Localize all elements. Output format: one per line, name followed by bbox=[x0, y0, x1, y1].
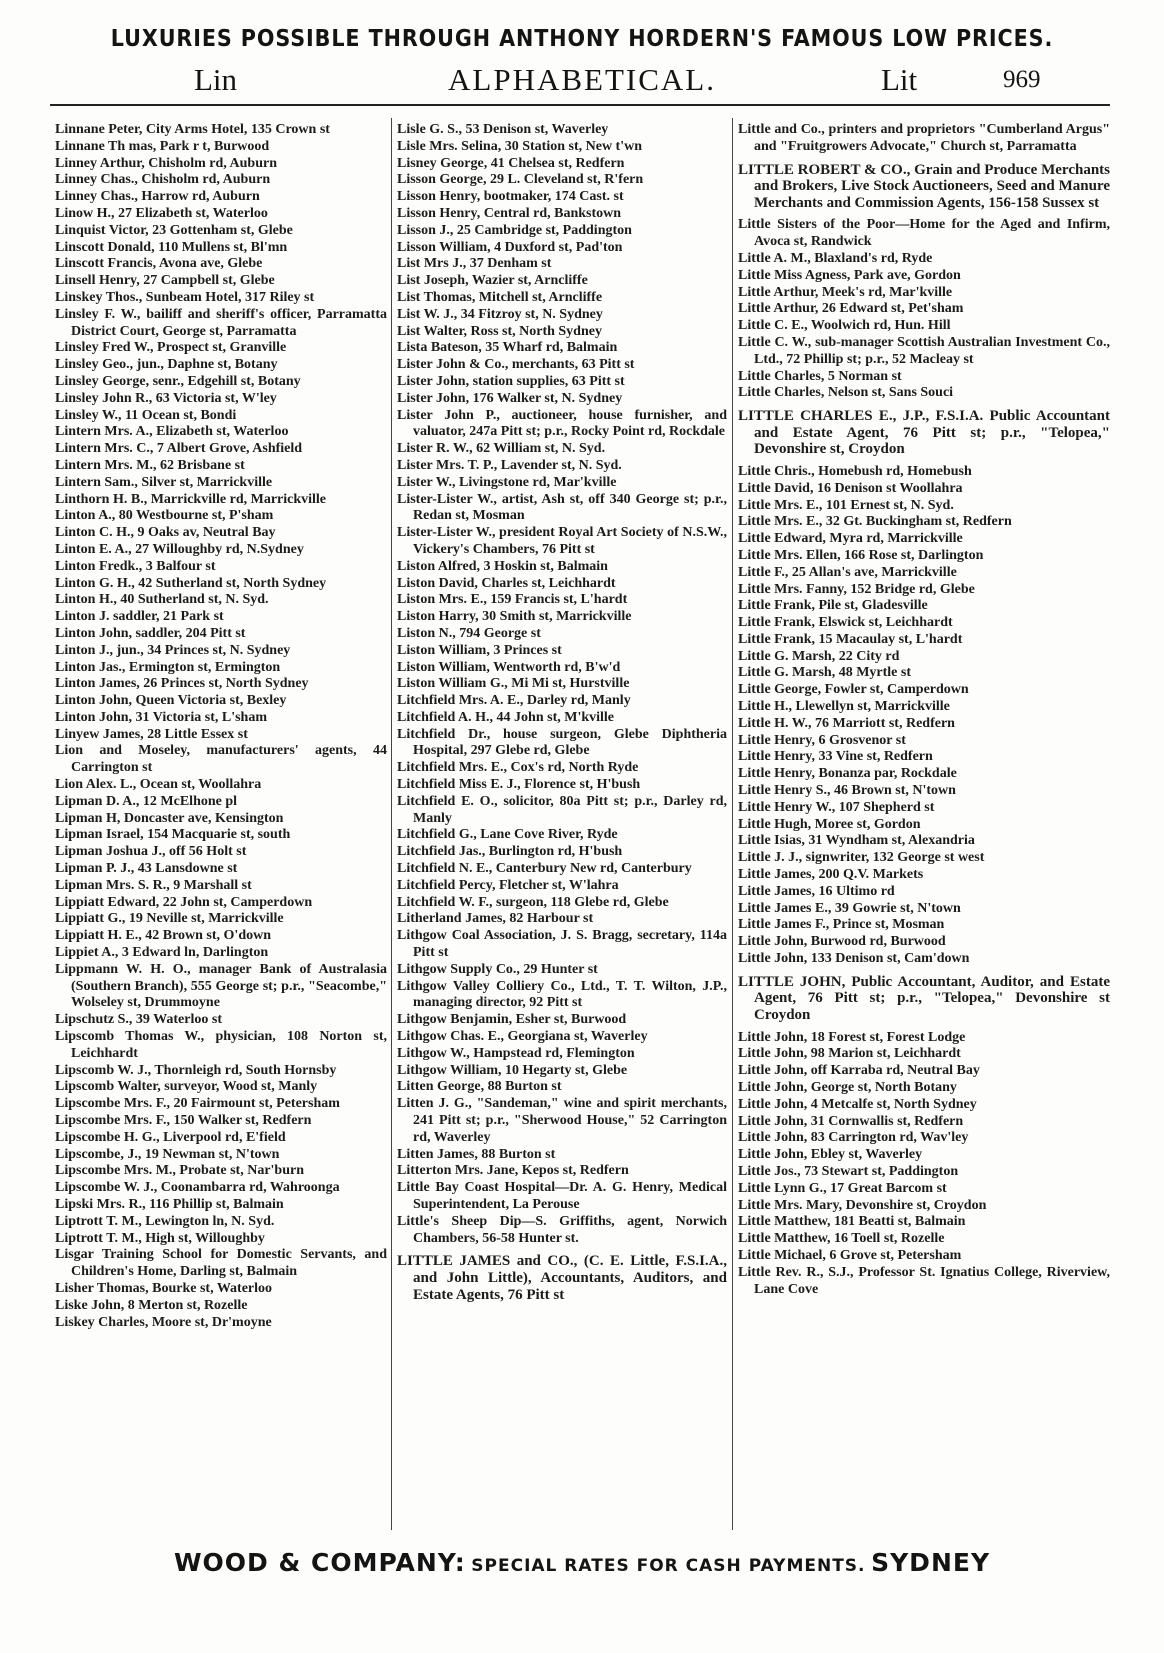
directory-entry: Lintern Mrs. A., Elizabeth st, Waterloo bbox=[55, 424, 289, 440]
directory-entry: Little Charles, 5 Norman st bbox=[738, 368, 902, 384]
directory-entry: Litchfield Mrs. E., Cox's rd, North Ryde bbox=[397, 760, 639, 776]
directory-entry: Linton E. A., 27 Willoughby rd, N.Sydney bbox=[55, 541, 304, 557]
directory-entry: Linton J. saddler, 21 Park st bbox=[55, 609, 224, 625]
directory-entry: Lisle G. S., 53 Denison st, Waverley bbox=[397, 122, 609, 137]
directory-entry: Linsley Fred W., Prospect st, Granville bbox=[55, 340, 287, 356]
directory-entry: Litchfield Mrs. A. E., Darley rd, Manly bbox=[397, 693, 631, 709]
column-divider bbox=[732, 118, 733, 1530]
directory-entry: Little and Co., printers and proprietors "Cumberland Argus" and "Fruitgrowers Advocate," Church st, Parramatta bbox=[738, 122, 1110, 154]
directory-entry: Lion and Moseley, manufacturers' agents, 44 Carrington st bbox=[55, 743, 387, 776]
directory-entry: Liptrott T. M., High st, Willoughby bbox=[55, 1230, 265, 1246]
directory-entry: Little James, 200 Q.V. Markets bbox=[738, 867, 924, 883]
directory-entry: Linton C. H., 9 Oaks av, Neutral Bay bbox=[55, 525, 276, 541]
directory-entry: Liston William G., Mi Mi st, Hurstville bbox=[397, 676, 630, 692]
directory-entry: Little John, Ebley st, Waverley bbox=[738, 1147, 923, 1163]
footer-city: SYDNEY bbox=[871, 1548, 991, 1577]
directory-entry: LITTLE JAMES and CO., (C. E. Little, F.S.I.A., and John Little), Accountants, Auditors, and Estate Agents, 76 Pitt st bbox=[397, 1253, 727, 1303]
directory-entry: Little Mrs. Ellen, 166 Rose st, Darlington bbox=[738, 547, 984, 563]
directory-entry: Liston Harry, 30 Smith st, Marrickville bbox=[397, 609, 632, 625]
directory-entry: Liston Mrs. E., 159 Francis st, L'hardt bbox=[397, 592, 628, 608]
directory-entry: Lion Alex. L., Ocean st, Woollahra bbox=[55, 777, 262, 793]
directory-entry: Lipman Joshua J., off 56 Holt st bbox=[55, 844, 247, 860]
directory-entry: Little Sisters of the Poor—Home for the Aged and Infirm, Avoca st, Randwick bbox=[738, 217, 1110, 250]
directory-entry: Little G. Marsh, 48 Myrtle st bbox=[738, 665, 912, 681]
directory-entry: Linsley F. W., bailiff and sheriff's officer, Parramatta District Court, George st, Parramatta bbox=[55, 306, 387, 339]
directory-entry: Lippiet A., 3 Edward ln, Darlington bbox=[55, 945, 269, 961]
directory-entry: Lithgow W., Hampstead rd, Flemington bbox=[397, 1045, 635, 1061]
directory-entry: Linton J., jun., 34 Princes st, N. Sydney bbox=[55, 642, 291, 658]
directory-entry: Litchfield W. F., surgeon, 118 Glebe rd, Glebe bbox=[397, 894, 669, 910]
directory-entry: Linsley W., 11 Ocean st, Bondi bbox=[55, 407, 237, 423]
directory-entry: Lister-Lister W., president Royal Art Society of N.S.W., Vickery's Chambers, 76 Pitt st bbox=[397, 525, 727, 557]
directory-entry: Little C. W., sub-manager Scottish Australian Investment Co., Ltd., 72 Phillip st; p.r., 52 Macleay st bbox=[738, 334, 1110, 367]
directory-entry: Linyew James, 28 Little Essex st bbox=[55, 726, 248, 742]
directory-entry: Lithgow Chas. E., Georgiana st, Waverley bbox=[397, 1029, 648, 1045]
directory-entry: Liske John, 8 Merton st, Rozelle bbox=[55, 1297, 248, 1313]
directory-entry: Lipman P. J., 43 Lansdowne st bbox=[55, 861, 238, 877]
directory-entry: Little Mrs. Fanny, 152 Bridge rd, Glebe bbox=[738, 581, 975, 597]
directory-entry: Little Miss Agness, Park ave, Gordon bbox=[738, 267, 961, 283]
directory-entry: Lintern Mrs. M., 62 Brisbane st bbox=[55, 457, 245, 473]
directory-entry: Little Henry, 33 Vine st, Redfern bbox=[738, 749, 933, 765]
directory-column-2 bbox=[397, 122, 727, 1309]
directory-entry: List Mrs J., 37 Denham st bbox=[397, 256, 552, 272]
directory-entry: Little Isias, 31 Wyndham st, Alexandria bbox=[738, 833, 975, 849]
directory-entry: Little Mrs. E., 32 Gt. Buckingham st, Redfern bbox=[738, 514, 1012, 530]
directory-entry: Little Henry, 6 Grosvenor st bbox=[738, 732, 906, 748]
directory-entry: Little Henry S., 46 Brown st, N'town bbox=[738, 783, 956, 799]
directory-entry: Lipscombe Mrs. F., 20 Fairmount st, Petersham bbox=[55, 1096, 340, 1112]
directory-entry: LITTLE ROBERT & CO., Grain and Produce Merchants and Brokers, Live Stock Auctioneers, Seed and Manure Merchants and Commission Agents, 156-158 Sussex st bbox=[738, 161, 1110, 211]
directory-entry: Linsley George, senr., Edgehill st, Botany bbox=[55, 373, 301, 389]
directory-entry: Little Henry W., 107 Shepherd st bbox=[738, 799, 935, 815]
directory-entry: Lipman Mrs. S. R., 9 Marshall st bbox=[55, 877, 252, 893]
directory-entry: Lithgow Benjamin, Esher st, Burwood bbox=[397, 1012, 627, 1028]
directory-entry: Lipschutz S., 39 Waterloo st bbox=[55, 1012, 222, 1028]
directory-entry: Little George, Fowler st, Camperdown bbox=[738, 682, 969, 698]
directory-entry: Litchfield Jas., Burlington rd, H'bush bbox=[397, 844, 623, 860]
directory-entry: Little Frank, 15 Macaulay st, L'hardt bbox=[738, 631, 963, 647]
directory-entry: LITTLE CHARLES E., J.P., F.S.I.A. Public Accountant and Estate Agent, 76 Pitt st; p.r., "Telopea," Devonshire st, Croydon bbox=[738, 408, 1110, 458]
directory-entry: Little Frank, Pile st, Gladesville bbox=[738, 598, 928, 614]
directory-entry: Lisson George, 29 L. Cleveland st, R'fern bbox=[397, 172, 644, 188]
directory-entry: Little John, 31 Cornwallis st, Redfern bbox=[738, 1113, 964, 1129]
directory-entry: List Walter, Ross st, North Sydney bbox=[397, 323, 602, 339]
directory-entry: Lintern Sam., Silver st, Marrickville bbox=[55, 474, 273, 490]
directory-entry: Lipscomb Walter, surveyor, Wood st, Manly bbox=[55, 1079, 318, 1095]
directory-entry: Little A. M., Blaxland's rd, Ryde bbox=[738, 250, 933, 266]
directory-entry: Litten George, 88 Burton st bbox=[397, 1079, 562, 1095]
directory-entry: Little John, off Karraba rd, Neutral Bay bbox=[738, 1063, 980, 1079]
directory-entry: Little G. Marsh, 22 City rd bbox=[738, 648, 900, 664]
directory-entry: Litterton Mrs. Jane, Kepos st, Redfern bbox=[397, 1163, 629, 1179]
directory-entry: LITTLE JOHN, Public Accountant, Auditor, and Estate Agent, 76 Pitt st; p.r., "Telopea," Devonshire st Croydon bbox=[738, 973, 1110, 1024]
directory-entry: Lister John P., auctioneer, house furnisher, and valuator, 247a Pitt st; p.r., Rocky Point rd, Rockdale bbox=[397, 407, 727, 440]
directory-entry: Lippiatt H. E., 42 Brown st, O'down bbox=[55, 928, 272, 944]
directory-entry: Litchfield E. O., solicitor, 80a Pitt st; p.r., Darley rd, Manly bbox=[397, 793, 727, 826]
directory-entry: Little James E., 39 Gowrie st, N'town bbox=[738, 900, 961, 916]
directory-entry: Linthorn H. B., Marrickville rd, Marrickville bbox=[55, 491, 327, 507]
directory-entry: Little Mrs. Mary, Devonshire st, Croydon bbox=[738, 1197, 987, 1213]
directory-entry: Little F., 25 Allan's ave, Marrickville bbox=[738, 564, 957, 580]
directory-entry: Little Arthur, Meek's rd, Mar'kville bbox=[738, 284, 953, 300]
footer-tagline: SPECIAL RATES FOR CASH PAYMENTS. bbox=[471, 1556, 866, 1576]
directory-entry: Lipman H, Doncaster ave, Kensington bbox=[55, 810, 284, 826]
directory-entry: Lipscomb W. J., Thornleigh rd, South Hornsby bbox=[55, 1062, 337, 1078]
directory-entry: Lippiatt G., 19 Neville st, Marrickville bbox=[55, 911, 284, 927]
directory-entry: Liston Alfred, 3 Hoskin st, Balmain bbox=[397, 558, 608, 574]
directory-entry: Linscott Francis, Avona ave, Glebe bbox=[55, 256, 263, 272]
directory-entry: Litchfield Dr., house surgeon, Glebe Diphtheria Hospital, 297 Glebe rd, Glebe bbox=[397, 726, 727, 759]
directory-entry: Little Jos., 73 Stewart st, Paddington bbox=[738, 1163, 959, 1179]
directory-entry: Litchfield N. E., Canterbury New rd, Canterbury bbox=[397, 861, 692, 877]
directory-entry: Lipscombe Mrs. F., 150 Walker st, Redfern bbox=[55, 1113, 312, 1129]
directory-entry: Linscott Donald, 110 Mullens st, Bl'mn bbox=[55, 239, 288, 255]
directory-entry: Lipman Israel, 154 Macquarie st, south bbox=[55, 827, 291, 843]
directory-entry: Liskey Charles, Moore st, Dr'moyne bbox=[55, 1314, 272, 1330]
directory-entry: Liston William, 3 Princes st bbox=[397, 642, 562, 658]
directory-entry: List Thomas, Mitchell st, Arncliffe bbox=[397, 289, 603, 305]
directory-entry: Little John, 18 Forest st, Forest Lodge bbox=[738, 1029, 966, 1045]
directory-entry: Little Edward, Myra rd, Marrickville bbox=[738, 531, 963, 547]
directory-entry: Linnane Th mas, Park r t, Burwood bbox=[55, 138, 270, 154]
directory-entry: Little H., Llewellyn st, Marrickville bbox=[738, 699, 950, 715]
directory-entry: Linsley Geo., jun., Daphne st, Botany bbox=[55, 357, 278, 373]
directory-entry: Little Matthew, 16 Toell st, Rozelle bbox=[738, 1231, 945, 1247]
running-head-right: Lit bbox=[881, 62, 918, 97]
directory-entry: Lipscombe W. J., Coonambarra rd, Wahroonga bbox=[55, 1180, 340, 1196]
directory-entry: Lisson William, 4 Duxford st, Pad'ton bbox=[397, 239, 623, 255]
directory-entry: Little Michael, 6 Grove st, Petersham bbox=[738, 1247, 962, 1263]
directory-entry: Litchfield A. H., 44 John st, M'kville bbox=[397, 709, 615, 725]
directory-entry: List Joseph, Wazier st, Arncliffe bbox=[397, 273, 588, 289]
directory-entry: Lipscombe H. G., Liverpool rd, E'field bbox=[55, 1129, 286, 1145]
directory-entry: Lisher Thomas, Bourke st, Waterloo bbox=[55, 1280, 273, 1296]
directory-entry: Lipski Mrs. R., 116 Phillip st, Balmain bbox=[55, 1197, 284, 1212]
directory-entry: Little Mrs. E., 101 Ernest st, N. Syd. bbox=[738, 497, 954, 513]
directory-entry: Lister John, station supplies, 63 Pitt st bbox=[397, 373, 625, 389]
directory-entry: Little Lynn G., 17 Great Barcom st bbox=[738, 1180, 947, 1196]
directory-entry: Little John, George st, North Botany bbox=[738, 1080, 957, 1095]
directory-entry: Linton John, saddler, 204 Pitt st bbox=[55, 625, 246, 641]
directory-entry: Lithgow Valley Colliery Co., Ltd., T. T. Wilton, J.P., managing director, 92 Pitt st bbox=[397, 978, 727, 1011]
directory-entry: Little Bay Coast Hospital—Dr. A. G. Henry, Medical Superintendent, La Perouse bbox=[397, 1180, 727, 1212]
directory-entry: Little John, 133 Denison st, Cam'down bbox=[738, 951, 970, 967]
advert-banner: LUXURIES POSSIBLE THROUGH ANTHONY HORDERN'S FAMOUS LOW PRICES. bbox=[110, 26, 1054, 52]
directory-entry: Lister John, 176 Walker st, N. Sydney bbox=[397, 390, 623, 406]
directory-entry: Lipscombe Mrs. M., Probate st, Nar'burn bbox=[55, 1163, 304, 1179]
directory-entry: Lisney George, 41 Chelsea st, Redfern bbox=[397, 155, 625, 171]
directory-entry: Linney Chas., Harrow rd, Auburn bbox=[55, 189, 260, 205]
directory-entry: Little H. W., 76 Marriott st, Redfern bbox=[738, 715, 955, 731]
directory-entry: Little Chris., Homebush rd, Homebush bbox=[738, 463, 972, 479]
directory-entry: Linton Jas., Ermington st, Ermington bbox=[55, 659, 281, 675]
directory-entry: Little C. E., Woolwich rd, Hun. Hill bbox=[738, 318, 951, 334]
directory-entry: Lithgow Supply Co., 29 Hunter st bbox=[397, 961, 598, 977]
directory-entry: Litten J. G., "Sandeman," wine and spirit merchants, 241 Pitt st; p.r., "Sherwood House," 52 Carrington rd, Waverley bbox=[397, 1096, 727, 1145]
directory-entry: Little James, 16 Ultimo rd bbox=[738, 883, 895, 899]
directory-entry: Little James F., Prince st, Mosman bbox=[738, 917, 945, 933]
header-rule bbox=[50, 104, 1110, 106]
directory-entry: Lister W., Livingstone rd, Mar'kville bbox=[397, 474, 617, 490]
running-head-left: Lin bbox=[194, 62, 238, 97]
footer-brand: WOOD & COMPANY: bbox=[173, 1548, 466, 1577]
directory-entry: Lipscomb Thomas W., physician, 108 Norton st, Leichhardt bbox=[55, 1029, 387, 1061]
directory-entry: Little Frank, Elswick st, Leichhardt bbox=[738, 615, 953, 631]
directory-entry: Liston William, Wentworth rd, B'w'd bbox=[397, 659, 621, 675]
directory-entry: Lippmann W. H. O., manager Bank of Australasia (Southern Branch), 555 George st; p.r., "Seacombe," Wolseley st, Drummoyne bbox=[55, 961, 387, 1011]
directory-entry: Little Henry, Bonanza par, Rockdale bbox=[738, 766, 957, 782]
directory-column-3 bbox=[738, 122, 1110, 1298]
directory-entry: Lintern Mrs. C., 7 Albert Grove, Ashfield bbox=[55, 441, 303, 457]
directory-entry: Linsley John R., 63 Victoria st, W'ley bbox=[55, 390, 277, 406]
directory-entry: Little's Sheep Dip—S. Griffiths, agent, Norwich Chambers, 56-58 Hunter st. bbox=[397, 1213, 727, 1246]
directory-entry: Linton James, 26 Princes st, North Sydney bbox=[55, 676, 309, 692]
directory-entry: Little John, 98 Marion st, Leichhardt bbox=[738, 1046, 961, 1062]
directory-entry: Little Matthew, 181 Beatti st, Balmain bbox=[738, 1214, 966, 1230]
directory-entry: Lisson Henry, Central rd, Bankstown bbox=[397, 205, 622, 221]
directory-entry: Litten James, 88 Burton st bbox=[397, 1146, 556, 1162]
directory-entry: Lisson Henry, bootmaker, 174 Cast. st bbox=[397, 189, 624, 205]
directory-entry: Lithgow William, 10 Hegarty st, Glebe bbox=[397, 1062, 628, 1078]
directory-entry: Little Rev. R., S.J., Professor St. Ignatius College, Riverview, Lane Cove bbox=[738, 1264, 1110, 1297]
directory-entry: Linow H., 27 Elizabeth st, Waterloo bbox=[55, 205, 268, 221]
directory-entry: Lipscombe, J., 19 Newman st, N'town bbox=[55, 1146, 280, 1162]
directory-entry: Little John, 4 Metcalfe st, North Sydney bbox=[738, 1096, 977, 1112]
section-title: ALPHABETICAL. bbox=[448, 62, 716, 97]
directory-entry: Liptrott T. M., Lewington ln, N. Syd. bbox=[55, 1213, 275, 1229]
directory-entry: Lisle Mrs. Selina, 30 Station st, New t'wn bbox=[397, 138, 642, 154]
directory-entry: Linnane Peter, City Arms Hotel, 135 Crown st bbox=[55, 122, 330, 137]
advert-footer bbox=[0, 1548, 1164, 1577]
directory-entry: Litchfield Percy, Fletcher st, W'lahra bbox=[397, 877, 619, 893]
directory-entry: Lipman D. A., 12 McElhone pl bbox=[55, 793, 238, 809]
directory-entry: Linney Arthur, Chisholm rd, Auburn bbox=[55, 155, 277, 171]
directory-entry: Litchfield G., Lane Cove River, Ryde bbox=[397, 827, 618, 843]
directory-entry: Little Charles, Nelson st, Sans Souci bbox=[738, 385, 954, 401]
directory-entry: Lister R. W., 62 William st, N. Syd. bbox=[397, 441, 606, 457]
directory-column-1 bbox=[55, 122, 387, 1331]
directory-entry: Little Hugh, Moree st, Gordon bbox=[738, 816, 921, 832]
directory-entry: Linton John, Queen Victoria st, Bexley bbox=[55, 693, 287, 709]
directory-entry: Linsell Henry, 27 Campbell st, Glebe bbox=[55, 273, 275, 289]
directory-entry: Little John, Burwood rd, Burwood bbox=[738, 934, 946, 950]
directory-entry: Lisson J., 25 Cambridge st, Paddington bbox=[397, 222, 632, 238]
directory-entry: Linton Fredk., 3 Balfour st bbox=[55, 558, 216, 574]
directory-entry: Lister-Lister W., artist, Ash st, off 340 George st; p.r., Redan st, Mosman bbox=[397, 491, 727, 524]
directory-entry: Linskey Thos., Sunbeam Hotel, 317 Riley st bbox=[55, 289, 315, 305]
directory-entry: Little Arthur, 26 Edward st, Pet'sham bbox=[738, 301, 964, 317]
column-divider bbox=[391, 118, 392, 1530]
directory-entry: Linton A., 80 Westbourne st, P'sham bbox=[55, 508, 274, 524]
directory-entry: Linney Chas., Chisholm rd, Auburn bbox=[55, 172, 271, 188]
directory-entry: Litchfield Miss E. J., Florence st, H'bush bbox=[397, 777, 641, 793]
directory-entry: Little John, 83 Carrington rd, Wav'ley bbox=[738, 1130, 969, 1146]
directory-entry: Linton John, 31 Victoria st, L'sham bbox=[55, 709, 267, 725]
directory-entry: Lisgar Training School for Domestic Servants, and Children's Home, Darling st, Balmain bbox=[55, 1247, 387, 1280]
page-number: 969 bbox=[1003, 66, 1041, 93]
directory-entry: List W. J., 34 Fitzroy st, N. Sydney bbox=[397, 306, 603, 322]
directory-entry: Lista Bateson, 35 Wharf rd, Balmain bbox=[397, 340, 618, 356]
directory-entry: Linquist Victor, 23 Gottenham st, Glebe bbox=[55, 222, 293, 238]
directory-entry: Little J. J., signwriter, 132 George st west bbox=[738, 850, 985, 866]
directory-entry: Liston N., 794 George st bbox=[397, 625, 541, 641]
directory-entry: Lippiatt Edward, 22 John st, Camperdown bbox=[55, 894, 313, 910]
directory-entry: Liston David, Charles st, Leichhardt bbox=[397, 575, 616, 591]
directory-entry: Lithgow Coal Association, J. S. Bragg, secretary, 114a Pitt st bbox=[397, 928, 727, 961]
directory-entry: Lister Mrs. T. P., Lavender st, N. Syd. bbox=[397, 457, 622, 473]
directory-entry: Litherland James, 82 Harbour st bbox=[397, 911, 594, 927]
directory-entry: Linton G. H., 42 Sutherland st, North Sydney bbox=[55, 575, 327, 591]
directory-entry: Linton H., 40 Sutherland st, N. Syd. bbox=[55, 592, 269, 608]
directory-entry: Little David, 16 Denison st Woollahra bbox=[738, 480, 963, 496]
directory-entry: Lister John & Co., merchants, 63 Pitt st bbox=[397, 357, 635, 373]
